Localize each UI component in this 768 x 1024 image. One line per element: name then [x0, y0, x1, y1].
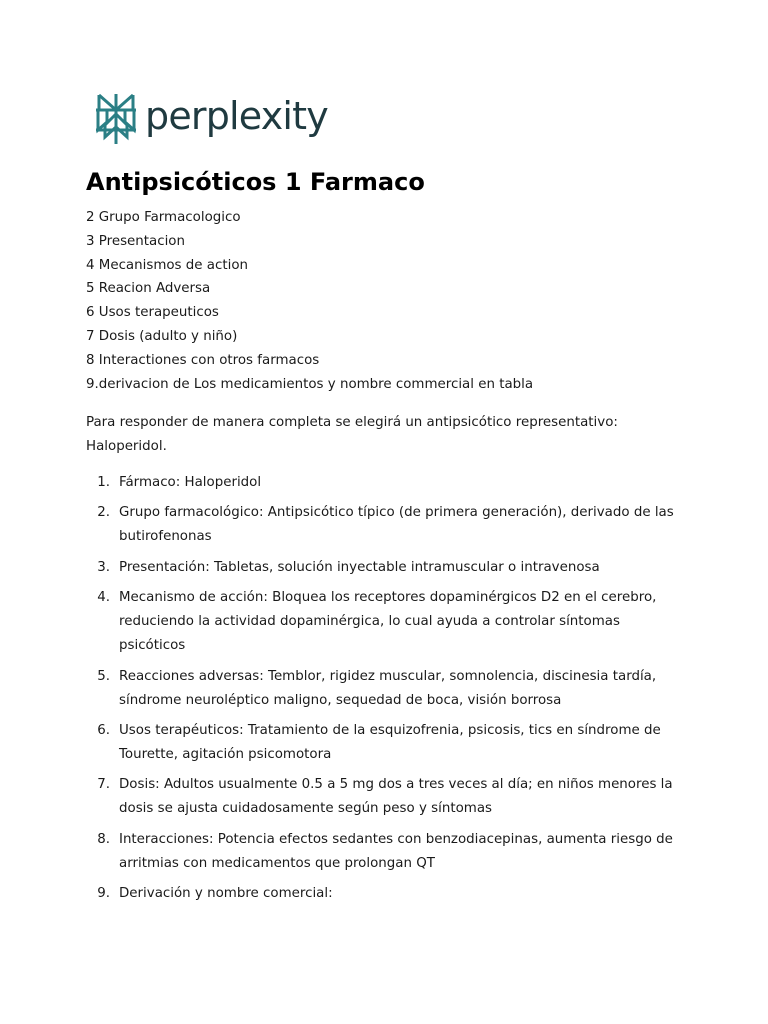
answer-item [86, 828, 676, 876]
answer-item [86, 586, 676, 658]
answer-number: 5. [97, 668, 110, 684]
answer-item [86, 501, 676, 549]
answer-number: 4. [97, 590, 110, 606]
answer-item [86, 665, 676, 713]
answer-text: Grupo farmacológico: Antipsicótico típico (de primera generación), derivado de las butirofenonas [119, 505, 674, 545]
answer-text: Interacciones: Potencia efectos sedantes con benzodiacepinas, aumenta riesgo de arritmias con medicamentos que prolongan QT [119, 831, 673, 871]
answer-text: Usos terapéuticos: Tratamiento de la esquizofrenia, psicosis, tics en síndrome de Tourette, agitación psicomotora [119, 722, 661, 762]
prompt-line: 5 Reacion Adversa [86, 281, 211, 297]
answer-list [86, 471, 676, 913]
prompt-line: 9.derivacion de Los medicamientos y nombre commercial en tabla [86, 376, 534, 392]
prompt-line: 4 Mecanismos de action [86, 257, 249, 273]
prompt-list [86, 206, 533, 396]
answer-item [86, 556, 676, 580]
answer-text: Reacciones adversas: Temblor, rigidez muscular, somnolencia, discinesia tardía, síndrome neuroléptico maligno, sequedad de boca, visión borrosa [119, 668, 657, 708]
prompt-line: 8 Interactiones con otros farmacos [86, 352, 320, 368]
answer-text: Derivación y nombre comercial: [119, 886, 333, 902]
brand-logo [95, 92, 328, 146]
answer-item [86, 882, 676, 906]
prompt-line: 6 Usos terapeuticos [86, 305, 219, 321]
document-title: Antipsicóticos 1 Farmaco [86, 168, 425, 196]
prompt-line: 3 Presentacion [86, 233, 185, 249]
answer-item [86, 471, 676, 495]
answer-number: 1. [97, 475, 110, 490]
answer-number: 2. [97, 505, 110, 521]
answer-number: 6. [97, 722, 110, 738]
answer-text: Dosis: Adultos usualmente 0.5 a 5 mg dos a tres veces al día; en niños menores la dosis se ajusta cuidadosamente según peso y síntomas [119, 777, 673, 817]
answer-text: Fármaco: Haloperidol [119, 475, 262, 490]
brand-wordmark: perplexity [145, 94, 328, 138]
prompt-line: 7 Dosis (adulto y niño) [86, 328, 238, 344]
answer-item [86, 719, 676, 767]
intro-paragraph: Para responder de manera completa se elegirá un antipsicótico representativo: Haloperidol. [86, 415, 618, 454]
answer-item [86, 773, 676, 821]
answer-number: 7. [97, 777, 110, 793]
answer-text: Mecanismo de acción: Bloquea los receptores dopaminérgicos D2 en el cerebro, reduciendo la actividad dopaminérgica, lo cual ayuda a controlar síntomas psicóticos [119, 590, 657, 654]
answer-text: Presentación: Tabletas, solución inyectable intramuscular o intravenosa [119, 559, 600, 575]
prompt-line: 2 Grupo Farmacologico [86, 210, 241, 225]
perplexity-logo-icon [95, 92, 137, 146]
answer-number: 3. [97, 559, 110, 575]
answer-number: 8. [97, 831, 110, 847]
answer-number: 9. [97, 886, 110, 902]
